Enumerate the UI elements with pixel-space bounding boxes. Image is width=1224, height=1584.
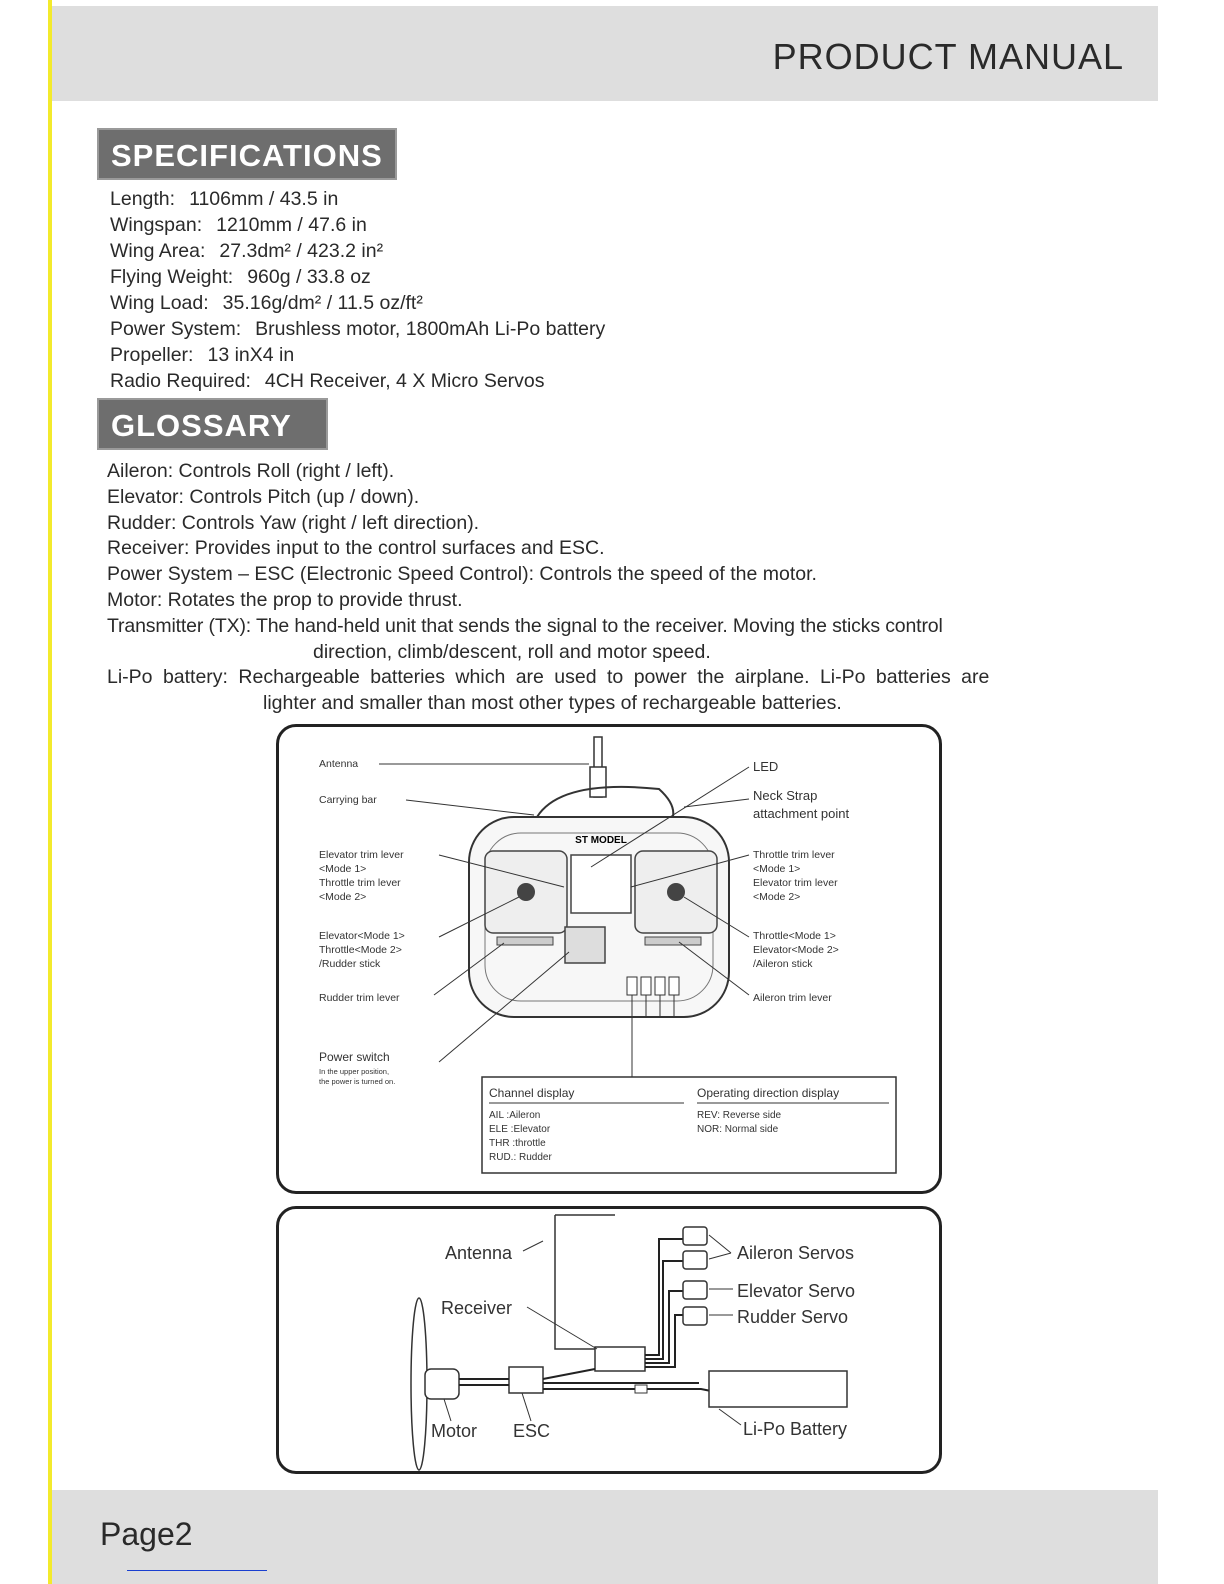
servo-wires <box>645 1239 683 1367</box>
page-header <box>52 6 1158 101</box>
glossary-item-transmitter-cont: direction, climb/descent, roll and motor speed. <box>313 640 711 663</box>
label-throttle-trim: Elevator trim lever <box>753 877 838 889</box>
label-rudder-servo: Rudder Servo <box>737 1307 849 1327</box>
left-callouts <box>319 758 405 1086</box>
motor-body <box>425 1369 459 1399</box>
spec-label: Wing Load: <box>110 292 209 314</box>
bottom-callouts <box>444 1393 741 1425</box>
aileron-servo <box>683 1227 707 1245</box>
glossary-item-lipo: Li-Po battery: Rechargeable batteries which are used to power the airplane. Li-Po batteries are <box>107 666 990 689</box>
spec-label: Wing Area: <box>110 240 206 262</box>
label-elevator-trim: Elevator trim lever <box>319 849 404 861</box>
elevator-servo <box>683 1281 707 1299</box>
rudder-servo <box>683 1307 707 1325</box>
glossary-item: Receiver: Provides input to the control surfaces and ESC. <box>107 537 605 560</box>
spec-value: 27.3dm² / 423.2 in² <box>219 240 384 262</box>
spec-row <box>110 368 605 394</box>
transmitter-diagram <box>276 724 942 1194</box>
spec-value: 4CH Receiver, 4 X Micro Servos <box>264 370 545 392</box>
page-accent-bar <box>48 0 52 1584</box>
label-elevator-servo: Elevator Servo <box>737 1281 856 1301</box>
label-aileron-servos: Aileron Servos <box>737 1243 855 1263</box>
wiring-labels <box>431 1243 855 1441</box>
center-panel <box>571 855 631 913</box>
page-number: Page2 <box>100 1516 193 1552</box>
power-switch-housing <box>565 927 605 963</box>
label-power-switch: Power switch <box>319 1050 390 1064</box>
esc-box <box>509 1367 543 1393</box>
label-right-stick: Throttle<Mode 1> <box>753 930 836 942</box>
glossary-list <box>107 459 1097 717</box>
spec-label: Flying Weight: <box>110 266 234 288</box>
wiring-illustration <box>279 1209 939 1471</box>
spec-value: Brushless motor, 1800mAh Li-Po battery <box>255 318 606 340</box>
label-power-note: the power is turned on. <box>319 1077 396 1086</box>
power-wires <box>459 1369 749 1391</box>
glossary-item-transmitter: Transmitter (TX): The hand-held unit that sends the signal to the receiver. Moving the sticks control <box>107 614 943 637</box>
label-left-stick: Throttle<Mode 2> <box>319 944 402 956</box>
spec-row <box>110 186 605 212</box>
specifications-list <box>110 186 605 394</box>
receiver-box <box>595 1347 645 1371</box>
spec-label: Length: <box>110 188 176 210</box>
label-throttle-trim: <Mode 1> <box>753 863 801 875</box>
spec-value: 35.16g/dm² / 11.5 oz/ft² <box>222 292 423 314</box>
servos <box>683 1227 707 1325</box>
glossary-item-lipo-cont: lighter and smaller than most other types of rechargeable batteries. <box>263 692 842 715</box>
spec-value: 1106mm / 43.5 in <box>189 188 339 210</box>
glossary-item: Elevator: Controls Pitch (up / down). <box>107 485 420 508</box>
label-elevator-trim: <Mode 2> <box>319 891 367 903</box>
label-antenna: Antenna <box>319 758 359 770</box>
label-receiver: Receiver <box>441 1298 513 1318</box>
page-footer <box>52 1490 1158 1584</box>
aileron-servo <box>683 1251 707 1269</box>
spec-row <box>110 342 605 368</box>
footer-underline <box>127 1570 267 1571</box>
spec-value: 13 inX4 in <box>207 344 295 366</box>
label-left-stick: Elevator<Mode 1> <box>319 930 405 942</box>
wiring-diagram <box>276 1206 942 1474</box>
spec-label: Propeller: <box>110 344 194 366</box>
left-stick <box>517 883 535 901</box>
transmitter-illustration <box>279 727 939 1191</box>
spec-label: Radio Required: <box>110 370 251 392</box>
label-carrying-bar: Carrying bar <box>319 794 377 806</box>
channel-item: THR :throttle <box>489 1138 546 1149</box>
label-rudder-trim: Rudder trim lever <box>319 992 400 1004</box>
spec-label: Wingspan: <box>110 214 203 236</box>
transmitter-brand: ST MODEL <box>575 835 627 846</box>
spec-value: 1210mm / 47.6 in <box>216 214 367 236</box>
glossary-item: Rudder: Controls Yaw (right / left direction). <box>107 511 480 534</box>
label-elevator-trim: Throttle trim lever <box>319 877 401 889</box>
label-esc: ESC <box>513 1421 551 1441</box>
power-connector <box>635 1385 647 1393</box>
glossary-heading: GLOSSARY <box>97 398 328 450</box>
channel-item: AIL :Aileron <box>489 1110 541 1121</box>
right-callouts <box>753 759 850 1004</box>
label-battery: Li-Po Battery <box>743 1419 848 1439</box>
spec-label: Power System: <box>110 318 242 340</box>
manual-title: PRODUCT MANUAL <box>772 36 1124 77</box>
label-elevator-trim: <Mode 1> <box>319 863 367 875</box>
glossary-item: Aileron: Controls Roll (right / left). <box>107 460 395 482</box>
reverse-switch <box>655 977 665 995</box>
operating-item: NOR: Normal side <box>697 1124 779 1135</box>
right-stick <box>667 883 685 901</box>
antenna-base <box>590 767 606 797</box>
label-aileron-trim: Aileron trim lever <box>753 992 832 1004</box>
glossary-item: Power System – ESC (Electronic Speed Control): Controls the speed of the motor. <box>107 563 817 586</box>
rudder-trim-slot <box>497 937 553 945</box>
reverse-switch <box>627 977 637 995</box>
label-left-stick: /Rudder stick <box>319 958 381 970</box>
aileron-trim-slot <box>645 937 701 945</box>
specifications-heading: SPECIFICATIONS <box>97 128 397 180</box>
spec-row <box>110 264 605 290</box>
label-antenna: Antenna <box>445 1243 513 1263</box>
label-neck-strap: attachment point <box>753 806 850 821</box>
spec-row <box>110 316 605 342</box>
spec-row <box>110 238 605 264</box>
label-motor: Motor <box>431 1421 478 1441</box>
spec-row <box>110 212 605 238</box>
label-right-stick: /Aileron stick <box>753 958 813 970</box>
glossary-item: Motor: Rotates the prop to provide thrust. <box>107 588 463 611</box>
reverse-switch <box>641 977 651 995</box>
operating-display-title: Operating direction display <box>697 1086 840 1100</box>
label-led: LED <box>753 759 779 774</box>
label-neck-strap: Neck Strap <box>753 788 818 803</box>
spec-value: 960g / 33.8 oz <box>247 266 371 288</box>
operating-item: REV: Reverse side <box>697 1110 782 1121</box>
label-throttle-trim: <Mode 2> <box>753 891 801 903</box>
lipo-battery <box>709 1371 847 1407</box>
spec-row <box>110 290 605 316</box>
label-right-stick: Elevator<Mode 2> <box>753 944 839 956</box>
label-power-note: In the upper position, <box>319 1067 390 1076</box>
channel-item: RUD.: Rudder <box>489 1152 552 1163</box>
reverse-switch <box>669 977 679 995</box>
channel-display-title: Channel display <box>489 1086 575 1100</box>
channel-item: ELE :Elevator <box>489 1124 551 1135</box>
label-throttle-trim: Throttle trim lever <box>753 849 835 861</box>
